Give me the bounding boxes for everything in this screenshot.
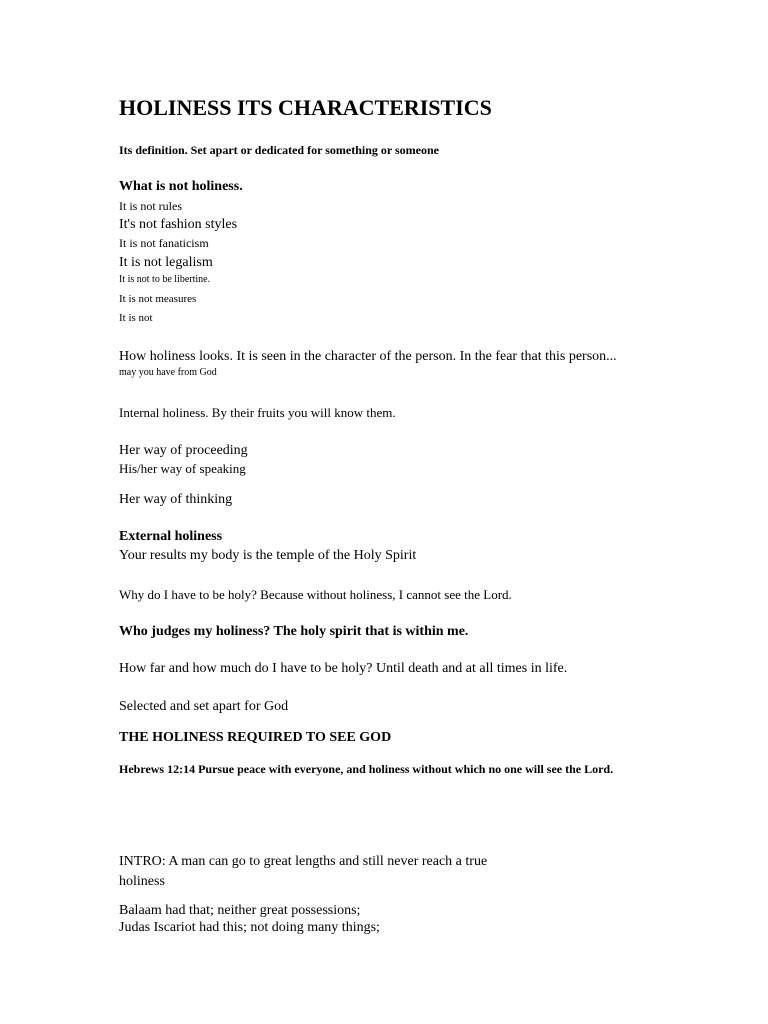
external-holiness-text: Your results my body is the temple of the Holy Spirit [119,548,417,563]
selected-text: Selected and set apart for God [119,699,289,714]
judas-text: Judas Iscariot had this; not doing many things; [119,920,380,935]
not-holiness-item: It is not legalism [119,255,213,270]
intro-line: holiness [119,874,165,889]
way-proceeding-text: Her way of proceeding [119,443,248,458]
required-heading: THE HOLINESS REQUIRED TO SEE GOD [119,730,392,745]
balaam-text: Balaam had that; neither great possessions; [119,903,361,918]
hebrews-verse: Hebrews 12:14 Pursue peace with everyone, and holiness without which no one will see the Lord. [119,762,614,776]
who-judges-text: Who judges my holiness? The holy spirit that is within me. [119,624,469,639]
not-holiness-item: It is not measures [119,293,197,305]
external-holiness-heading: External holiness [119,529,223,544]
not-holiness-heading: What is not holiness. [119,179,243,194]
way-thinking-text: Her way of thinking [119,492,233,507]
intro-line: INTRO: A man can go to great lengths and still never reach a true [119,854,488,869]
not-holiness-item: It's not fashion styles [119,217,238,232]
definition-text: Its definition. Set apart or dedicated for something or someone [119,143,439,157]
not-holiness-item: It is not [119,312,153,324]
how-looks-continuation: may you have from God [119,367,217,378]
internal-holiness-text: Internal holiness. By their fruits you will know them. [119,405,396,420]
how-looks-text: How holiness looks. It is seen in the character of the person. In the fear that this person... [119,349,617,364]
way-speaking-text: His/her way of speaking [119,461,246,476]
not-holiness-item: It is not rules [119,199,182,213]
how-far-text: How far and how much do I have to be holy? Until death and at all times in life. [119,661,568,676]
document-title: HOLINESS ITS CHARACTERISTICS [119,95,492,120]
not-holiness-item: It is not fanaticism [119,236,209,250]
not-holiness-item: It is not to be libertine. [119,274,211,285]
why-holy-text: Why do I have to be holy? Because without holiness, I cannot see the Lord. [119,587,512,602]
